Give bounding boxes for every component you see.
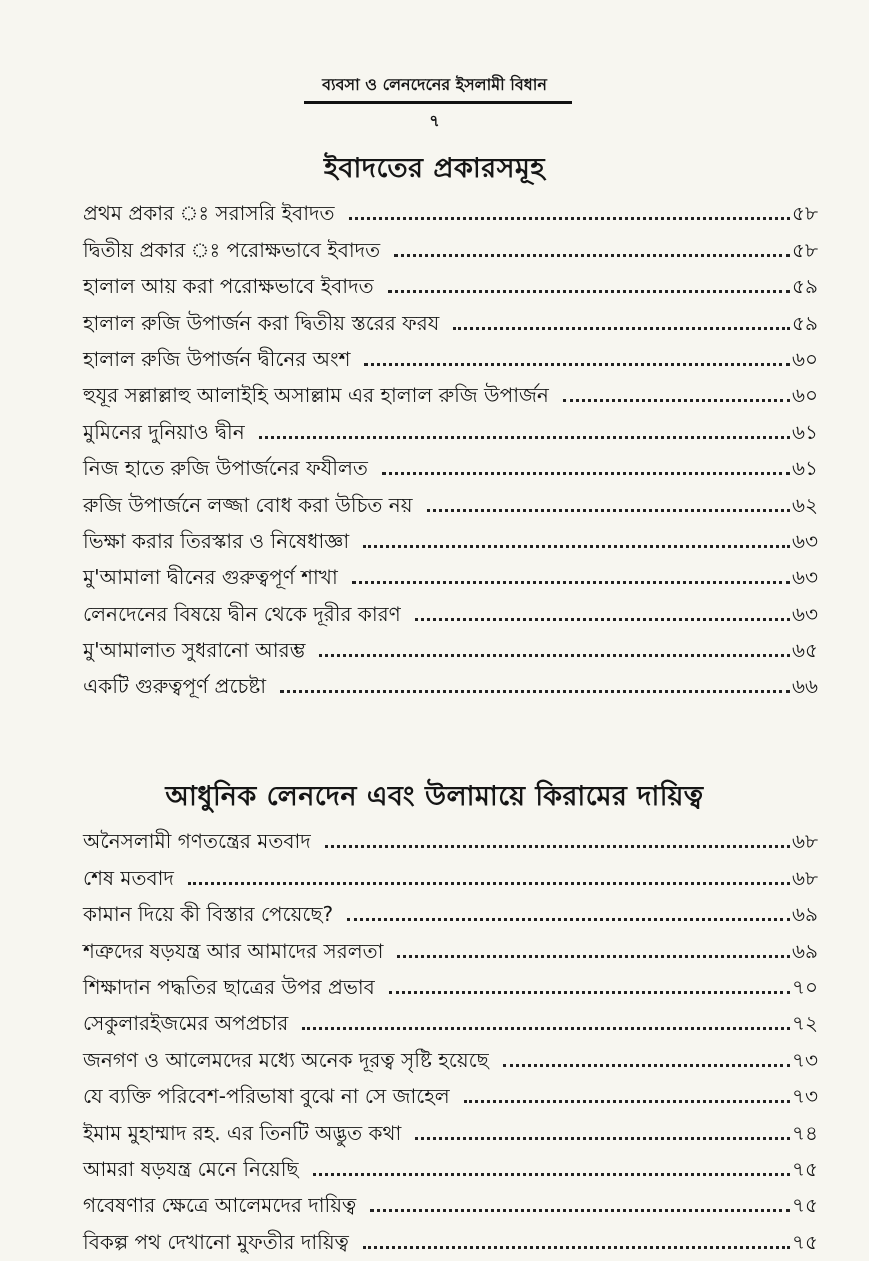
toc-entry-title: ইমাম মুহাম্মাদ রহ. এর তিনটি অদ্ভুত কথা	[83, 1120, 402, 1145]
toc-entry	[83, 263, 818, 299]
toc-entry-page: ৬৬	[791, 674, 818, 699]
toc-entry	[83, 336, 818, 372]
toc-entry-title: রুজি উপার্জনে লজ্জা বোধ করা উচিত নয়	[83, 492, 413, 517]
toc-entry	[83, 663, 818, 699]
dot-leader	[388, 290, 790, 293]
toc-entry-page: ৬৩	[791, 528, 818, 553]
dot-leader	[389, 991, 790, 994]
section-title-2: আধুনিক লেনদেন এবং উলামায়ে কিরামের দায়িত্ব	[165, 781, 704, 812]
toc-entry	[83, 518, 818, 554]
toc-entry-page: ৭২	[791, 1011, 818, 1036]
toc-entry-title: একটি গুরুত্বপূর্ণ প্রচেষ্টা	[83, 674, 267, 699]
toc-entry-title: প্রথম প্রকার ঃ সরাসরি ইবাদত	[83, 201, 335, 226]
toc-entry-title: আমরা ষড়যন্ত্র মেনে নিয়েছি	[83, 1156, 299, 1181]
toc-entry-page: ৭৩	[791, 1047, 818, 1072]
toc-entry	[83, 891, 818, 927]
dot-leader	[347, 918, 790, 921]
toc-entry-title: দ্বিতীয় প্রকার ঃ পরোক্ষভাবে ইবাদত	[83, 237, 381, 262]
toc-entry-page: ৭৫	[792, 1193, 818, 1218]
toc-entry-page: ৬২	[791, 492, 818, 517]
toc-entry	[83, 554, 818, 590]
dot-leader	[453, 327, 790, 330]
dot-leader	[397, 955, 790, 958]
dot-leader	[352, 581, 790, 584]
toc-entry-page: ৭৩	[791, 1084, 818, 1109]
toc-entry-page: ৫৮	[792, 201, 818, 226]
toc-entry-page: ৫৮	[792, 237, 818, 262]
header-rule	[304, 101, 572, 104]
dot-leader	[363, 1246, 790, 1249]
toc-entry-page: ৭৫	[792, 1229, 818, 1254]
dot-leader	[370, 1209, 790, 1212]
toc-entry	[83, 964, 818, 1000]
toc-entry-page: ৬০	[791, 346, 818, 371]
dot-leader	[394, 254, 790, 257]
dot-leader	[364, 363, 790, 366]
toc-entry-page: ৭৫	[792, 1156, 818, 1181]
toc-entry	[83, 1073, 818, 1109]
toc-entry-title: লেনদেনের বিষয়ে দ্বীন থেকে দূরীর কারণ	[83, 601, 401, 626]
toc-entry-title: কামান দিয়ে কী বিস্তার পেয়েছে?	[83, 902, 334, 927]
toc-entry-page: ৬৩	[791, 601, 818, 626]
dot-leader	[188, 882, 790, 885]
toc-entry-page: ৬৯	[792, 902, 818, 927]
toc-entry-title: মু'আমালা দ্বীনের গুরুত্বপূর্ণ শাখা	[83, 565, 338, 590]
toc-entry	[83, 627, 818, 663]
toc-entry-title: শেষ মতবাদ	[83, 865, 174, 890]
toc-entry-title: জনগণ ও আলেমদের মধ্যে অনেক দূরত্ব সৃষ্টি হয়েছে	[83, 1047, 489, 1072]
toc-list-2	[83, 818, 818, 1255]
dot-leader	[427, 509, 790, 512]
dot-leader	[259, 436, 790, 439]
dot-leader	[325, 845, 790, 848]
toc-entry	[83, 1000, 818, 1036]
toc-entry	[83, 1036, 818, 1072]
toc-entry-page: ৬০	[791, 383, 818, 408]
toc-entry-page: ৬৩	[791, 565, 818, 590]
toc-entry	[83, 372, 818, 408]
toc-entry-title: শিক্ষাদান পদ্ধতির ছাত্রের উপর প্রভাব	[83, 974, 375, 999]
toc-entry-title: গবেষণার ক্ষেত্রে আলেমদের দায়িত্ব	[83, 1193, 357, 1218]
dot-leader	[313, 1173, 790, 1176]
toc-entry	[83, 590, 818, 626]
toc-entry	[83, 408, 818, 444]
toc-entry	[83, 481, 818, 517]
toc-entry-page: ৫৯	[792, 274, 818, 299]
toc-entry-title: হুযূর সল্লাল্লাহু আলাইহি অসাল্লাম এর হালাল রুজি উপার্জন	[83, 383, 549, 408]
toc-entry	[83, 226, 818, 262]
toc-entry	[83, 927, 818, 963]
dot-leader	[415, 1137, 790, 1140]
toc-entry-title: মুমিনের দুনিয়াও দ্বীন	[83, 419, 245, 444]
toc-entry	[83, 1146, 818, 1182]
dot-leader	[382, 472, 790, 475]
toc-entry-page: ৬১	[792, 456, 818, 481]
toc-entry-page: ৫৯	[792, 310, 818, 335]
toc-entry-title: মু'আমালাত সুধরানো আরম্ভ	[83, 638, 306, 663]
toc-entry-page: ৬১	[792, 419, 818, 444]
toc-entry	[83, 445, 818, 481]
toc-entry-title: হালাল আয় করা পরোক্ষভাবে ইবাদত	[83, 274, 374, 299]
toc-entry-title: শত্রুদের ষড়যন্ত্র আর আমাদের সরলতা	[83, 938, 384, 963]
toc-entry-title: যে ব্যক্তি পরিবেশ-পরিভাষা বুঝে না সে জাহেল	[83, 1084, 450, 1109]
toc-entry	[83, 854, 818, 890]
toc-entry-page: ৭৪	[792, 1120, 818, 1145]
toc-entry-title: বিকল্প পথ দেখানো মুফতীর দায়িত্ব	[83, 1229, 349, 1254]
toc-entry-page: ৭০	[791, 974, 818, 999]
dot-leader	[363, 545, 790, 548]
toc-entry	[83, 818, 818, 854]
toc-entry	[83, 299, 818, 335]
toc-entry-title: নিজ হাতে রুজি উপার্জনের ফযীলত	[83, 456, 368, 481]
toc-entry	[83, 1218, 818, 1254]
dot-leader	[415, 618, 790, 621]
toc-entry-page: ৬৫	[792, 638, 818, 663]
page-number: ৭	[429, 111, 440, 130]
toc-entry-title: সেকুলারইজমের অপপ্রচার	[83, 1011, 289, 1036]
dot-leader	[280, 690, 790, 693]
dot-leader	[349, 217, 791, 220]
dot-leader	[503, 1064, 790, 1067]
toc-entry-title: হালাল রুজি উপার্জন করা দ্বিতীয় স্তরের ফরয	[83, 310, 440, 335]
toc-entry-page: ৬৮	[792, 865, 818, 890]
toc-entry	[83, 1109, 818, 1145]
toc-entry	[83, 190, 818, 226]
toc-entry-title: ভিক্ষা করার তিরস্কার ও নিষেধাজ্ঞা	[83, 528, 350, 553]
toc-entry-title: হালাল রুজি উপার্জন দ্বীনের অংশ	[83, 346, 351, 371]
dot-leader	[302, 1027, 790, 1030]
section-title-1: ইবাদতের প্রকারসমূহ	[323, 153, 546, 184]
toc-entry-page: ৬৯	[792, 938, 818, 963]
dot-leader	[563, 399, 790, 402]
running-header: ব্যবসা ও লেনদেনের ইসলামী বিধান	[322, 75, 547, 94]
toc-entry-page: ৬৮	[792, 829, 818, 854]
toc-entry-title: অনৈসলামী গণতন্ত্রের মতবাদ	[83, 829, 311, 854]
dot-leader	[319, 654, 790, 657]
dot-leader	[464, 1100, 790, 1103]
toc-list-1	[83, 190, 818, 699]
toc-entry	[83, 1182, 818, 1218]
